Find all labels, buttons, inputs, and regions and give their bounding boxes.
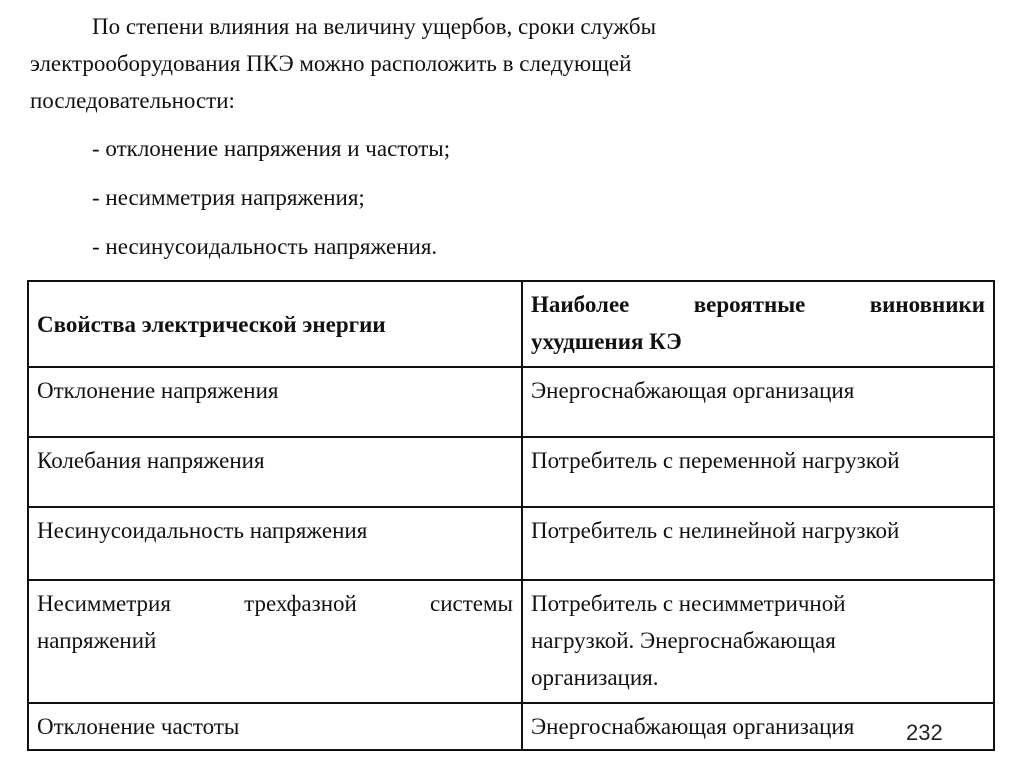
intro-line-3: последовательности: — [30, 88, 235, 113]
culprit-cell: Энергоснабжающая организация — [522, 703, 994, 750]
power-quality-table — [27, 280, 995, 751]
culprit-line-1: Потребитель с несимметричной — [531, 591, 846, 616]
property-line-2: напряжений — [37, 628, 157, 653]
property-cell: Отклонение частоты — [28, 703, 522, 750]
bullet-item: - несинусоидальность напряжения. — [92, 234, 438, 259]
header-properties: Свойства электрической энергии — [28, 281, 522, 367]
culprit-cell: Потребитель с нелинейной нагрузкой — [522, 507, 994, 580]
intro-line-1: По степени влияния на величину ущербов, сроки службы — [92, 14, 657, 39]
bullet-item: - несимметрия напряжения; — [92, 185, 365, 210]
header-culprits-line-2: ухудшения КЭ — [531, 329, 682, 354]
culprit-line-2: нагрузкой. Энергоснабжающая — [531, 628, 836, 653]
culprit-cell: Потребитель с переменной нагрузкой — [522, 437, 994, 507]
table-row — [28, 437, 994, 507]
property-cell: Несинусоидальность напряжения — [28, 507, 522, 580]
table-row — [28, 580, 994, 703]
property-cell: Отклонение напряжения — [28, 367, 522, 437]
table-header-row — [28, 281, 994, 367]
intro-line-2: электрооборудования ПКЭ можно расположить в следующей — [30, 51, 632, 76]
table-row — [28, 367, 994, 437]
table-row — [28, 507, 994, 580]
culprit-cell: Энергоснабжающая организация — [522, 367, 994, 437]
property-cell: Колебания напряжения — [28, 437, 522, 507]
bullet-list — [92, 130, 450, 277]
page-number: 232 — [906, 720, 943, 745]
header-culprits-line-1: Наиболее вероятные виновники — [531, 292, 985, 317]
bullet-item: - отклонение напряжения и частоты; — [92, 136, 451, 161]
property-cell — [28, 580, 522, 703]
intro-paragraph — [30, 8, 990, 119]
property-line-1: Несимметрия трехфазной системы — [37, 591, 513, 616]
header-culprits — [522, 281, 994, 367]
culprit-line-3: организация. — [531, 665, 659, 690]
table-row — [28, 703, 994, 750]
culprit-cell — [522, 580, 994, 703]
